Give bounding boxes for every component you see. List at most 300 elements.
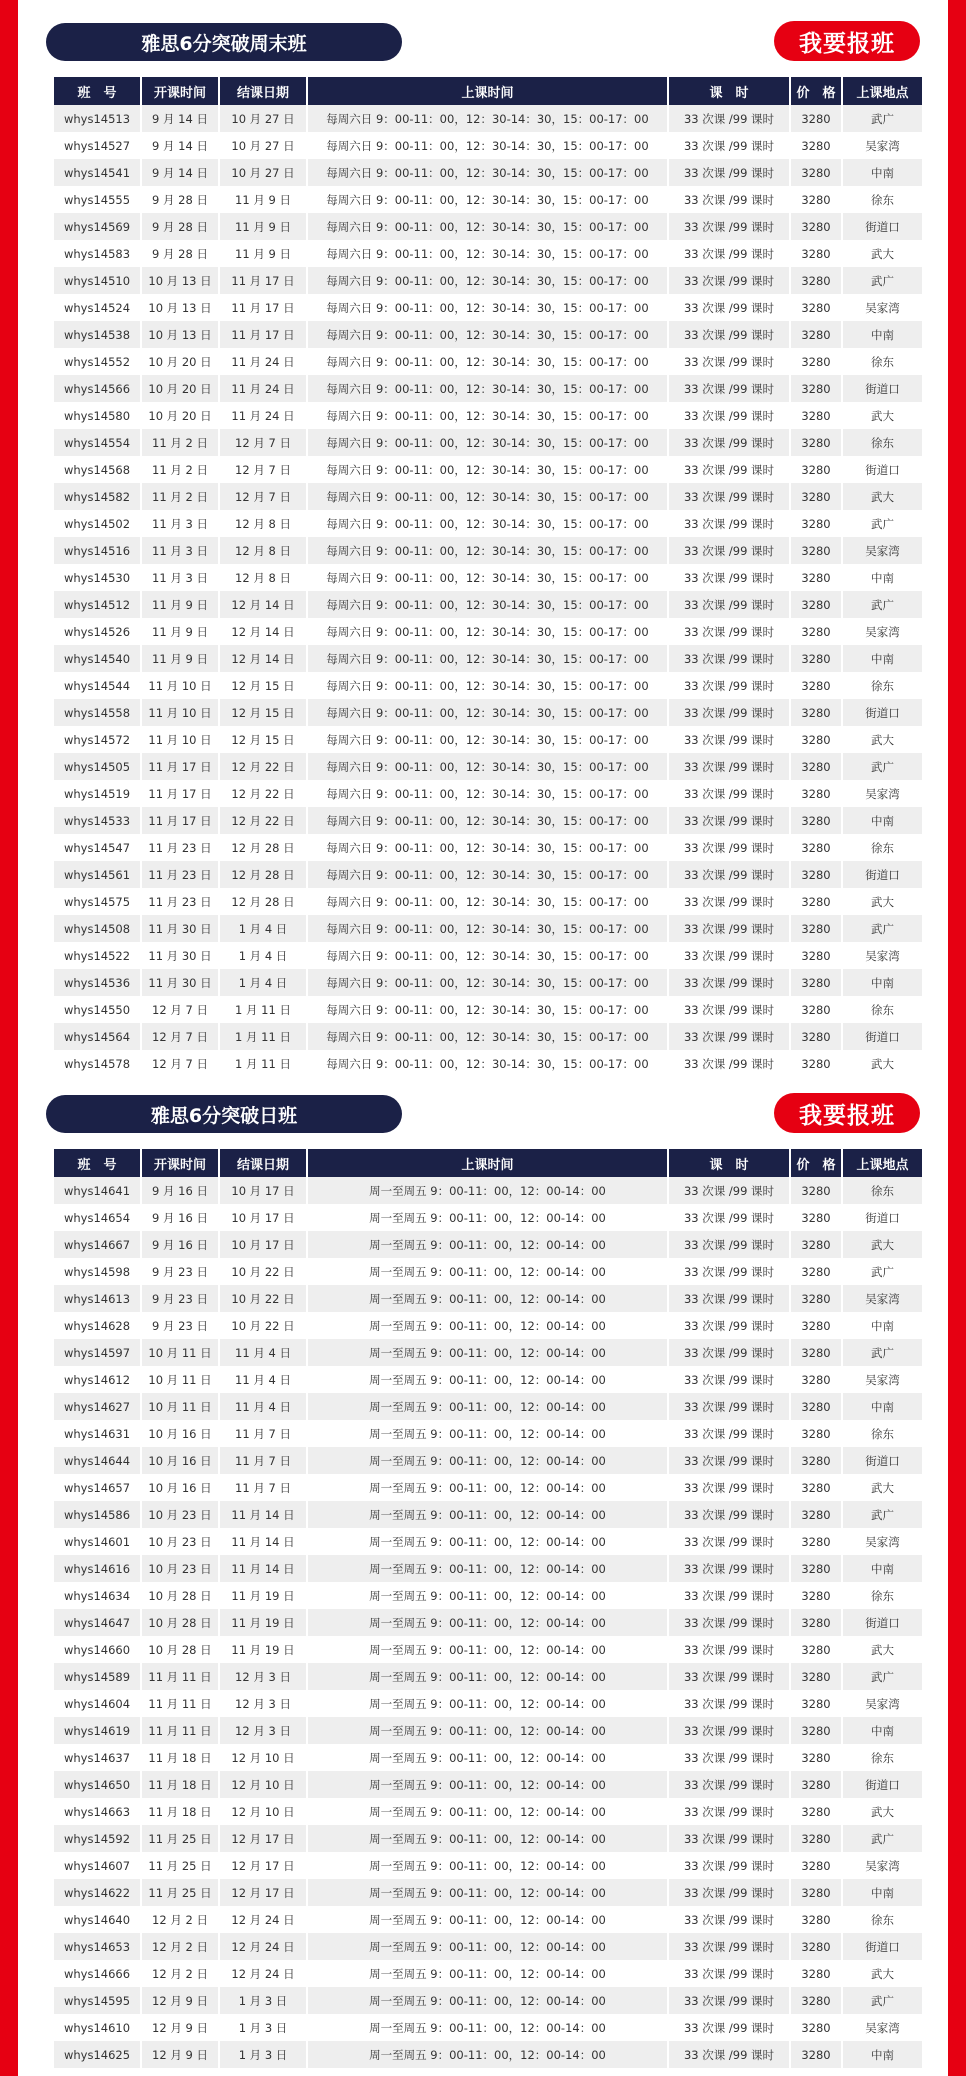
enroll-button[interactable]: 我要报班 bbox=[774, 21, 920, 61]
cell-class-id: whys14544 bbox=[54, 672, 142, 699]
cell-location: 街道口 bbox=[843, 375, 922, 402]
cell-price: 3280 bbox=[791, 753, 843, 780]
cell-class-time: 周一至周五 9：00-11：00，12：00-14：00 bbox=[308, 1204, 669, 1231]
cell-class-time: 周一至周五 9：00-11：00，12：00-14：00 bbox=[308, 1690, 669, 1717]
cell-class-id: whys14554 bbox=[54, 429, 142, 456]
cell-price: 3280 bbox=[791, 348, 843, 375]
cell-price: 3280 bbox=[791, 1050, 843, 1077]
cell-price: 3280 bbox=[791, 1366, 843, 1393]
cell-location: 武大 bbox=[843, 888, 922, 915]
cell-start-date: 10 月 16 日 bbox=[142, 1474, 220, 1501]
cell-hours: 33 次课 /99 课时 bbox=[669, 1798, 791, 1825]
cell-class-id: whys14647 bbox=[54, 1609, 142, 1636]
cell-class-id: whys14631 bbox=[54, 1420, 142, 1447]
cell-class-id: whys14568 bbox=[54, 456, 142, 483]
cell-location: 武广 bbox=[843, 105, 922, 132]
cell-class-id: whys14575 bbox=[54, 888, 142, 915]
cell-class-id: whys14613 bbox=[54, 1285, 142, 1312]
cell-class-time: 每周六日 9：00-11：00，12：30-14：30，15：00-17：00 bbox=[308, 888, 669, 915]
cell-class-time: 周一至周五 9：00-11：00，12：00-14：00 bbox=[308, 1609, 669, 1636]
cell-class-id: whys14533 bbox=[54, 807, 142, 834]
table-row bbox=[54, 1258, 922, 1285]
table-row bbox=[54, 1636, 922, 1663]
cell-hours: 33 次课 /99 课时 bbox=[669, 1960, 791, 1987]
cell-price: 3280 bbox=[791, 2014, 843, 2041]
cell-location: 武广 bbox=[843, 915, 922, 942]
cell-price: 3280 bbox=[791, 564, 843, 591]
cell-hours: 33 次课 /99 课时 bbox=[669, 321, 791, 348]
cell-class-time: 每周六日 9：00-11：00，12：30-14：30，15：00-17：00 bbox=[308, 915, 669, 942]
cell-end-date: 11 月 14 日 bbox=[220, 1528, 308, 1555]
cell-end-date: 11 月 9 日 bbox=[220, 240, 308, 267]
cell-location: 武大 bbox=[843, 402, 922, 429]
cell-class-id: whys14578 bbox=[54, 1050, 142, 1077]
cell-start-date: 10 月 13 日 bbox=[142, 267, 220, 294]
cell-start-date: 11 月 25 日 bbox=[142, 1879, 220, 1906]
cell-hours: 33 次课 /99 课时 bbox=[669, 456, 791, 483]
cell-start-date: 11 月 11 日 bbox=[142, 1690, 220, 1717]
cell-class-time: 周一至周五 9：00-11：00，12：00-14：00 bbox=[308, 1339, 669, 1366]
table-row bbox=[54, 753, 922, 780]
cell-class-time: 每周六日 9：00-11：00，12：30-14：30，15：00-17：00 bbox=[308, 1023, 669, 1050]
cell-price: 3280 bbox=[791, 375, 843, 402]
cell-location: 街道口 bbox=[843, 213, 922, 240]
cell-end-date: 1 月 4 日 bbox=[220, 969, 308, 996]
cell-class-id: whys14641 bbox=[54, 1177, 142, 1204]
section-title: 雅思6分突破日班 bbox=[46, 1095, 402, 1133]
cell-location: 徐东 bbox=[843, 996, 922, 1023]
schedule-table bbox=[54, 1149, 922, 2068]
cell-location: 武大 bbox=[843, 1231, 922, 1258]
cell-end-date: 12 月 15 日 bbox=[220, 726, 308, 753]
cell-end-date: 10 月 27 日 bbox=[220, 105, 308, 132]
cell-class-time: 周一至周五 9：00-11：00，12：00-14：00 bbox=[308, 1366, 669, 1393]
cell-start-date: 11 月 17 日 bbox=[142, 807, 220, 834]
cell-hours: 33 次课 /99 课时 bbox=[669, 591, 791, 618]
cell-end-date: 12 月 24 日 bbox=[220, 1906, 308, 1933]
cell-hours: 33 次课 /99 课时 bbox=[669, 807, 791, 834]
cell-start-date: 11 月 30 日 bbox=[142, 969, 220, 996]
table-row bbox=[54, 1663, 922, 1690]
cell-class-time: 每周六日 9：00-11：00，12：30-14：30，15：00-17：00 bbox=[308, 834, 669, 861]
cell-class-id: whys14619 bbox=[54, 1717, 142, 1744]
cell-start-date: 12 月 9 日 bbox=[142, 2041, 220, 2068]
cell-price: 3280 bbox=[791, 942, 843, 969]
cell-location: 武广 bbox=[843, 1987, 922, 2014]
cell-price: 3280 bbox=[791, 1023, 843, 1050]
cell-end-date: 12 月 14 日 bbox=[220, 645, 308, 672]
cell-price: 3280 bbox=[791, 888, 843, 915]
cell-class-time: 周一至周五 9：00-11：00，12：00-14：00 bbox=[308, 1744, 669, 1771]
cell-price: 3280 bbox=[791, 186, 843, 213]
cell-start-date: 11 月 2 日 bbox=[142, 483, 220, 510]
cell-start-date: 11 月 11 日 bbox=[142, 1663, 220, 1690]
cell-end-date: 12 月 3 日 bbox=[220, 1663, 308, 1690]
table-row bbox=[54, 1528, 922, 1555]
cell-location: 武广 bbox=[843, 267, 922, 294]
cell-hours: 33 次课 /99 课时 bbox=[669, 915, 791, 942]
cell-price: 3280 bbox=[791, 1447, 843, 1474]
cell-end-date: 10 月 22 日 bbox=[220, 1285, 308, 1312]
cell-hours: 33 次课 /99 课时 bbox=[669, 1501, 791, 1528]
cell-start-date: 11 月 23 日 bbox=[142, 888, 220, 915]
table-row bbox=[54, 105, 922, 132]
cell-hours: 33 次课 /99 课时 bbox=[669, 1663, 791, 1690]
cell-location: 吴家湾 bbox=[843, 1528, 922, 1555]
table-row bbox=[54, 591, 922, 618]
cell-location: 街道口 bbox=[843, 456, 922, 483]
schedule-table bbox=[54, 77, 922, 1077]
cell-hours: 33 次课 /99 课时 bbox=[669, 1312, 791, 1339]
table-row bbox=[54, 834, 922, 861]
cell-class-id: whys14640 bbox=[54, 1906, 142, 1933]
cell-end-date: 11 月 9 日 bbox=[220, 213, 308, 240]
cell-class-time: 周一至周五 9：00-11：00，12：00-14：00 bbox=[308, 1906, 669, 1933]
cell-class-id: whys14524 bbox=[54, 294, 142, 321]
table-row bbox=[54, 483, 922, 510]
table-row bbox=[54, 1825, 922, 1852]
table-row bbox=[54, 132, 922, 159]
cell-hours: 33 次课 /99 课时 bbox=[669, 483, 791, 510]
cell-start-date: 9 月 14 日 bbox=[142, 159, 220, 186]
cell-class-time: 周一至周五 9：00-11：00，12：00-14：00 bbox=[308, 1717, 669, 1744]
cell-location: 武大 bbox=[843, 240, 922, 267]
cell-class-id: whys14653 bbox=[54, 1933, 142, 1960]
cell-class-time: 每周六日 9：00-11：00，12：30-14：30，15：00-17：00 bbox=[308, 294, 669, 321]
cell-location: 中南 bbox=[843, 1393, 922, 1420]
cell-price: 3280 bbox=[791, 1987, 843, 2014]
cell-class-time: 周一至周五 9：00-11：00，12：00-14：00 bbox=[308, 1852, 669, 1879]
cell-end-date: 10 月 22 日 bbox=[220, 1258, 308, 1285]
cell-start-date: 11 月 23 日 bbox=[142, 834, 220, 861]
cell-end-date: 1 月 11 日 bbox=[220, 1023, 308, 1050]
table-row bbox=[54, 537, 922, 564]
cell-hours: 33 次课 /99 课时 bbox=[669, 1231, 791, 1258]
cell-hours: 33 次课 /99 课时 bbox=[669, 1023, 791, 1050]
cell-start-date: 11 月 23 日 bbox=[142, 861, 220, 888]
table-row bbox=[54, 1960, 922, 1987]
cell-location: 徐东 bbox=[843, 186, 922, 213]
column-header-location: 上课地点 bbox=[843, 1149, 922, 1177]
cell-hours: 33 次课 /99 课时 bbox=[669, 672, 791, 699]
cell-start-date: 10 月 11 日 bbox=[142, 1366, 220, 1393]
cell-end-date: 1 月 11 日 bbox=[220, 1050, 308, 1077]
table-row bbox=[54, 888, 922, 915]
cell-class-id: whys14527 bbox=[54, 132, 142, 159]
table-row bbox=[54, 672, 922, 699]
cell-end-date: 11 月 24 日 bbox=[220, 375, 308, 402]
cell-hours: 33 次课 /99 课时 bbox=[669, 699, 791, 726]
cell-class-id: whys14536 bbox=[54, 969, 142, 996]
cell-price: 3280 bbox=[791, 915, 843, 942]
cell-end-date: 12 月 15 日 bbox=[220, 699, 308, 726]
cell-hours: 33 次课 /99 课时 bbox=[669, 294, 791, 321]
cell-end-date: 10 月 17 日 bbox=[220, 1177, 308, 1204]
cell-class-id: whys14610 bbox=[54, 2014, 142, 2041]
cell-hours: 33 次课 /99 课时 bbox=[669, 1447, 791, 1474]
cell-end-date: 12 月 8 日 bbox=[220, 537, 308, 564]
table-row bbox=[54, 1555, 922, 1582]
cell-start-date: 9 月 28 日 bbox=[142, 186, 220, 213]
cell-class-time: 每周六日 9：00-11：00，12：30-14：30，15：00-17：00 bbox=[308, 483, 669, 510]
cell-end-date: 12 月 10 日 bbox=[220, 1771, 308, 1798]
cell-class-id: whys14526 bbox=[54, 618, 142, 645]
cell-hours: 33 次课 /99 课时 bbox=[669, 996, 791, 1023]
cell-start-date: 11 月 10 日 bbox=[142, 726, 220, 753]
cell-location: 中南 bbox=[843, 159, 922, 186]
cell-class-id: whys14530 bbox=[54, 564, 142, 591]
cell-start-date: 9 月 16 日 bbox=[142, 1177, 220, 1204]
cell-hours: 33 次课 /99 课时 bbox=[669, 510, 791, 537]
table-row bbox=[54, 1906, 922, 1933]
cell-class-time: 周一至周五 9：00-11：00，12：00-14：00 bbox=[308, 1933, 669, 1960]
table-row bbox=[54, 1420, 922, 1447]
cell-price: 3280 bbox=[791, 1258, 843, 1285]
cell-class-id: whys14589 bbox=[54, 1663, 142, 1690]
cell-location: 中南 bbox=[843, 321, 922, 348]
column-header-start-date: 开课时间 bbox=[142, 77, 220, 105]
cell-location: 中南 bbox=[843, 2041, 922, 2068]
column-header-end-date: 结课日期 bbox=[220, 1149, 308, 1177]
cell-location: 中南 bbox=[843, 1717, 922, 1744]
cell-class-time: 每周六日 9：00-11：00，12：30-14：30，15：00-17：00 bbox=[308, 240, 669, 267]
cell-start-date: 11 月 3 日 bbox=[142, 564, 220, 591]
cell-class-id: whys14650 bbox=[54, 1771, 142, 1798]
table-row bbox=[54, 1177, 922, 1204]
cell-hours: 33 次课 /99 课时 bbox=[669, 1528, 791, 1555]
cell-start-date: 10 月 16 日 bbox=[142, 1447, 220, 1474]
cell-hours: 33 次课 /99 课时 bbox=[669, 1420, 791, 1447]
cell-location: 徐东 bbox=[843, 348, 922, 375]
table-row bbox=[54, 1879, 922, 1906]
table-row bbox=[54, 159, 922, 186]
cell-end-date: 1 月 4 日 bbox=[220, 915, 308, 942]
cell-hours: 33 次课 /99 课时 bbox=[669, 969, 791, 996]
cell-price: 3280 bbox=[791, 726, 843, 753]
cell-start-date: 10 月 11 日 bbox=[142, 1339, 220, 1366]
table-row bbox=[54, 1933, 922, 1960]
cell-start-date: 11 月 25 日 bbox=[142, 1825, 220, 1852]
cell-start-date: 11 月 9 日 bbox=[142, 591, 220, 618]
cell-location: 街道口 bbox=[843, 1609, 922, 1636]
cell-class-time: 每周六日 9：00-11：00，12：30-14：30，15：00-17：00 bbox=[308, 969, 669, 996]
cell-location: 武广 bbox=[843, 591, 922, 618]
column-header-class-id: 班 号 bbox=[54, 1149, 142, 1177]
cell-price: 3280 bbox=[791, 1231, 843, 1258]
cell-end-date: 12 月 3 日 bbox=[220, 1717, 308, 1744]
cell-end-date: 11 月 14 日 bbox=[220, 1555, 308, 1582]
table-row bbox=[54, 1852, 922, 1879]
cell-price: 3280 bbox=[791, 645, 843, 672]
weekend-class-section bbox=[18, 20, 948, 1071]
cell-class-time: 每周六日 9：00-11：00，12：30-14：30，15：00-17：00 bbox=[308, 591, 669, 618]
cell-hours: 33 次课 /99 课时 bbox=[669, 1474, 791, 1501]
cell-end-date: 11 月 4 日 bbox=[220, 1339, 308, 1366]
cell-hours: 33 次课 /99 课时 bbox=[669, 213, 791, 240]
cell-location: 武大 bbox=[843, 1798, 922, 1825]
cell-class-id: whys14598 bbox=[54, 1258, 142, 1285]
table-row bbox=[54, 1366, 922, 1393]
cell-end-date: 12 月 8 日 bbox=[220, 564, 308, 591]
table-row bbox=[54, 1312, 922, 1339]
cell-class-id: whys14540 bbox=[54, 645, 142, 672]
cell-price: 3280 bbox=[791, 861, 843, 888]
cell-class-id: whys14637 bbox=[54, 1744, 142, 1771]
table-header-row bbox=[54, 77, 922, 105]
cell-start-date: 11 月 9 日 bbox=[142, 618, 220, 645]
cell-price: 3280 bbox=[791, 402, 843, 429]
cell-location: 街道口 bbox=[843, 861, 922, 888]
cell-hours: 33 次课 /99 课时 bbox=[669, 1690, 791, 1717]
cell-end-date: 11 月 19 日 bbox=[220, 1609, 308, 1636]
table-row bbox=[54, 1609, 922, 1636]
cell-price: 3280 bbox=[791, 429, 843, 456]
cell-class-id: whys14607 bbox=[54, 1852, 142, 1879]
cell-start-date: 10 月 23 日 bbox=[142, 1528, 220, 1555]
table-row bbox=[54, 240, 922, 267]
cell-start-date: 9 月 14 日 bbox=[142, 105, 220, 132]
table-row bbox=[54, 1798, 922, 1825]
cell-class-time: 周一至周五 9：00-11：00，12：00-14：00 bbox=[308, 1393, 669, 1420]
cell-class-id: whys14580 bbox=[54, 402, 142, 429]
table-row bbox=[54, 969, 922, 996]
cell-hours: 33 次课 /99 课时 bbox=[669, 1636, 791, 1663]
cell-price: 3280 bbox=[791, 1555, 843, 1582]
cell-location: 武大 bbox=[843, 1636, 922, 1663]
cell-class-id: whys14564 bbox=[54, 1023, 142, 1050]
table-row bbox=[54, 861, 922, 888]
cell-hours: 33 次课 /99 课时 bbox=[669, 726, 791, 753]
cell-location: 吴家湾 bbox=[843, 1852, 922, 1879]
cell-start-date: 12 月 2 日 bbox=[142, 1960, 220, 1987]
cell-class-time: 每周六日 9：00-11：00，12：30-14：30，15：00-17：00 bbox=[308, 1050, 669, 1077]
cell-hours: 33 次课 /99 课时 bbox=[669, 1825, 791, 1852]
cell-price: 3280 bbox=[791, 213, 843, 240]
cell-price: 3280 bbox=[791, 1420, 843, 1447]
cell-class-time: 周一至周五 9：00-11：00，12：00-14：00 bbox=[308, 1987, 669, 2014]
cell-location: 中南 bbox=[843, 1555, 922, 1582]
table-row bbox=[54, 1447, 922, 1474]
table-row bbox=[54, 267, 922, 294]
cell-price: 3280 bbox=[791, 510, 843, 537]
cell-end-date: 11 月 19 日 bbox=[220, 1636, 308, 1663]
cell-price: 3280 bbox=[791, 1177, 843, 1204]
cell-location: 徐东 bbox=[843, 1582, 922, 1609]
cell-location: 武大 bbox=[843, 483, 922, 510]
cell-price: 3280 bbox=[791, 159, 843, 186]
cell-location: 武广 bbox=[843, 1501, 922, 1528]
cell-start-date: 11 月 30 日 bbox=[142, 942, 220, 969]
cell-class-time: 每周六日 9：00-11：00，12：30-14：30，15：00-17：00 bbox=[308, 537, 669, 564]
cell-class-id: whys14597 bbox=[54, 1339, 142, 1366]
cell-class-time: 每周六日 9：00-11：00，12：30-14：30，15：00-17：00 bbox=[308, 726, 669, 753]
cell-price: 3280 bbox=[791, 1717, 843, 1744]
cell-class-time: 每周六日 9：00-11：00，12：30-14：30，15：00-17：00 bbox=[308, 861, 669, 888]
cell-hours: 33 次课 /99 课时 bbox=[669, 888, 791, 915]
cell-start-date: 9 月 23 日 bbox=[142, 1258, 220, 1285]
cell-price: 3280 bbox=[791, 1879, 843, 1906]
cell-end-date: 12 月 17 日 bbox=[220, 1825, 308, 1852]
cell-class-time: 每周六日 9：00-11：00，12：30-14：30，15：00-17：00 bbox=[308, 807, 669, 834]
enroll-button[interactable]: 我要报班 bbox=[774, 1093, 920, 1133]
table-row bbox=[54, 213, 922, 240]
cell-class-time: 周一至周五 9：00-11：00，12：00-14：00 bbox=[308, 1825, 669, 1852]
cell-end-date: 12 月 22 日 bbox=[220, 753, 308, 780]
table-row bbox=[54, 564, 922, 591]
cell-class-time: 周一至周五 9：00-11：00，12：00-14：00 bbox=[308, 1555, 669, 1582]
cell-price: 3280 bbox=[791, 672, 843, 699]
cell-hours: 33 次课 /99 课时 bbox=[669, 942, 791, 969]
cell-class-id: whys14522 bbox=[54, 942, 142, 969]
table-row bbox=[54, 348, 922, 375]
cell-location: 中南 bbox=[843, 807, 922, 834]
cell-price: 3280 bbox=[791, 1690, 843, 1717]
cell-start-date: 11 月 10 日 bbox=[142, 699, 220, 726]
cell-hours: 33 次课 /99 课时 bbox=[669, 105, 791, 132]
cell-price: 3280 bbox=[791, 537, 843, 564]
table-header-row bbox=[54, 1149, 922, 1177]
cell-price: 3280 bbox=[791, 1798, 843, 1825]
cell-end-date: 1 月 3 日 bbox=[220, 1987, 308, 2014]
column-header-start-date: 开课时间 bbox=[142, 1149, 220, 1177]
cell-start-date: 10 月 20 日 bbox=[142, 375, 220, 402]
cell-start-date: 10 月 11 日 bbox=[142, 1393, 220, 1420]
cell-end-date: 12 月 28 日 bbox=[220, 888, 308, 915]
cell-price: 3280 bbox=[791, 240, 843, 267]
cell-location: 武大 bbox=[843, 1474, 922, 1501]
cell-start-date: 11 月 18 日 bbox=[142, 1744, 220, 1771]
cell-price: 3280 bbox=[791, 132, 843, 159]
cell-hours: 33 次课 /99 课时 bbox=[669, 1177, 791, 1204]
cell-hours: 33 次课 /99 课时 bbox=[669, 1987, 791, 2014]
cell-class-time: 周一至周五 9：00-11：00，12：00-14：00 bbox=[308, 1447, 669, 1474]
cell-class-time: 周一至周五 9：00-11：00，12：00-14：00 bbox=[308, 1663, 669, 1690]
cell-end-date: 1 月 3 日 bbox=[220, 2014, 308, 2041]
cell-end-date: 11 月 19 日 bbox=[220, 1582, 308, 1609]
cell-location: 徐东 bbox=[843, 1906, 922, 1933]
cell-hours: 33 次课 /99 课时 bbox=[669, 1771, 791, 1798]
cell-price: 3280 bbox=[791, 780, 843, 807]
cell-class-time: 每周六日 9：00-11：00，12：30-14：30，15：00-17：00 bbox=[308, 942, 669, 969]
cell-price: 3280 bbox=[791, 2041, 843, 2068]
column-header-end-date: 结课日期 bbox=[220, 77, 308, 105]
cell-start-date: 9 月 28 日 bbox=[142, 213, 220, 240]
column-header-hours: 课 时 bbox=[669, 1149, 791, 1177]
cell-class-id: whys14569 bbox=[54, 213, 142, 240]
cell-class-time: 周一至周五 9：00-11：00，12：00-14：00 bbox=[308, 1474, 669, 1501]
cell-end-date: 1 月 4 日 bbox=[220, 942, 308, 969]
cell-class-time: 每周六日 9：00-11：00，12：30-14：30，15：00-17：00 bbox=[308, 105, 669, 132]
cell-start-date: 11 月 30 日 bbox=[142, 915, 220, 942]
cell-class-id: whys14654 bbox=[54, 1204, 142, 1231]
cell-price: 3280 bbox=[791, 1906, 843, 1933]
cell-location: 武大 bbox=[843, 726, 922, 753]
cell-location: 武广 bbox=[843, 753, 922, 780]
cell-start-date: 11 月 18 日 bbox=[142, 1798, 220, 1825]
cell-hours: 33 次课 /99 课时 bbox=[669, 1258, 791, 1285]
table-row bbox=[54, 807, 922, 834]
cell-hours: 33 次课 /99 课时 bbox=[669, 1609, 791, 1636]
cell-location: 中南 bbox=[843, 1312, 922, 1339]
cell-location: 中南 bbox=[843, 564, 922, 591]
cell-hours: 33 次课 /99 课时 bbox=[669, 861, 791, 888]
cell-start-date: 12 月 9 日 bbox=[142, 1987, 220, 2014]
cell-end-date: 11 月 7 日 bbox=[220, 1474, 308, 1501]
cell-location: 吴家湾 bbox=[843, 537, 922, 564]
cell-start-date: 9 月 23 日 bbox=[142, 1312, 220, 1339]
cell-end-date: 12 月 7 日 bbox=[220, 429, 308, 456]
cell-end-date: 12 月 14 日 bbox=[220, 618, 308, 645]
